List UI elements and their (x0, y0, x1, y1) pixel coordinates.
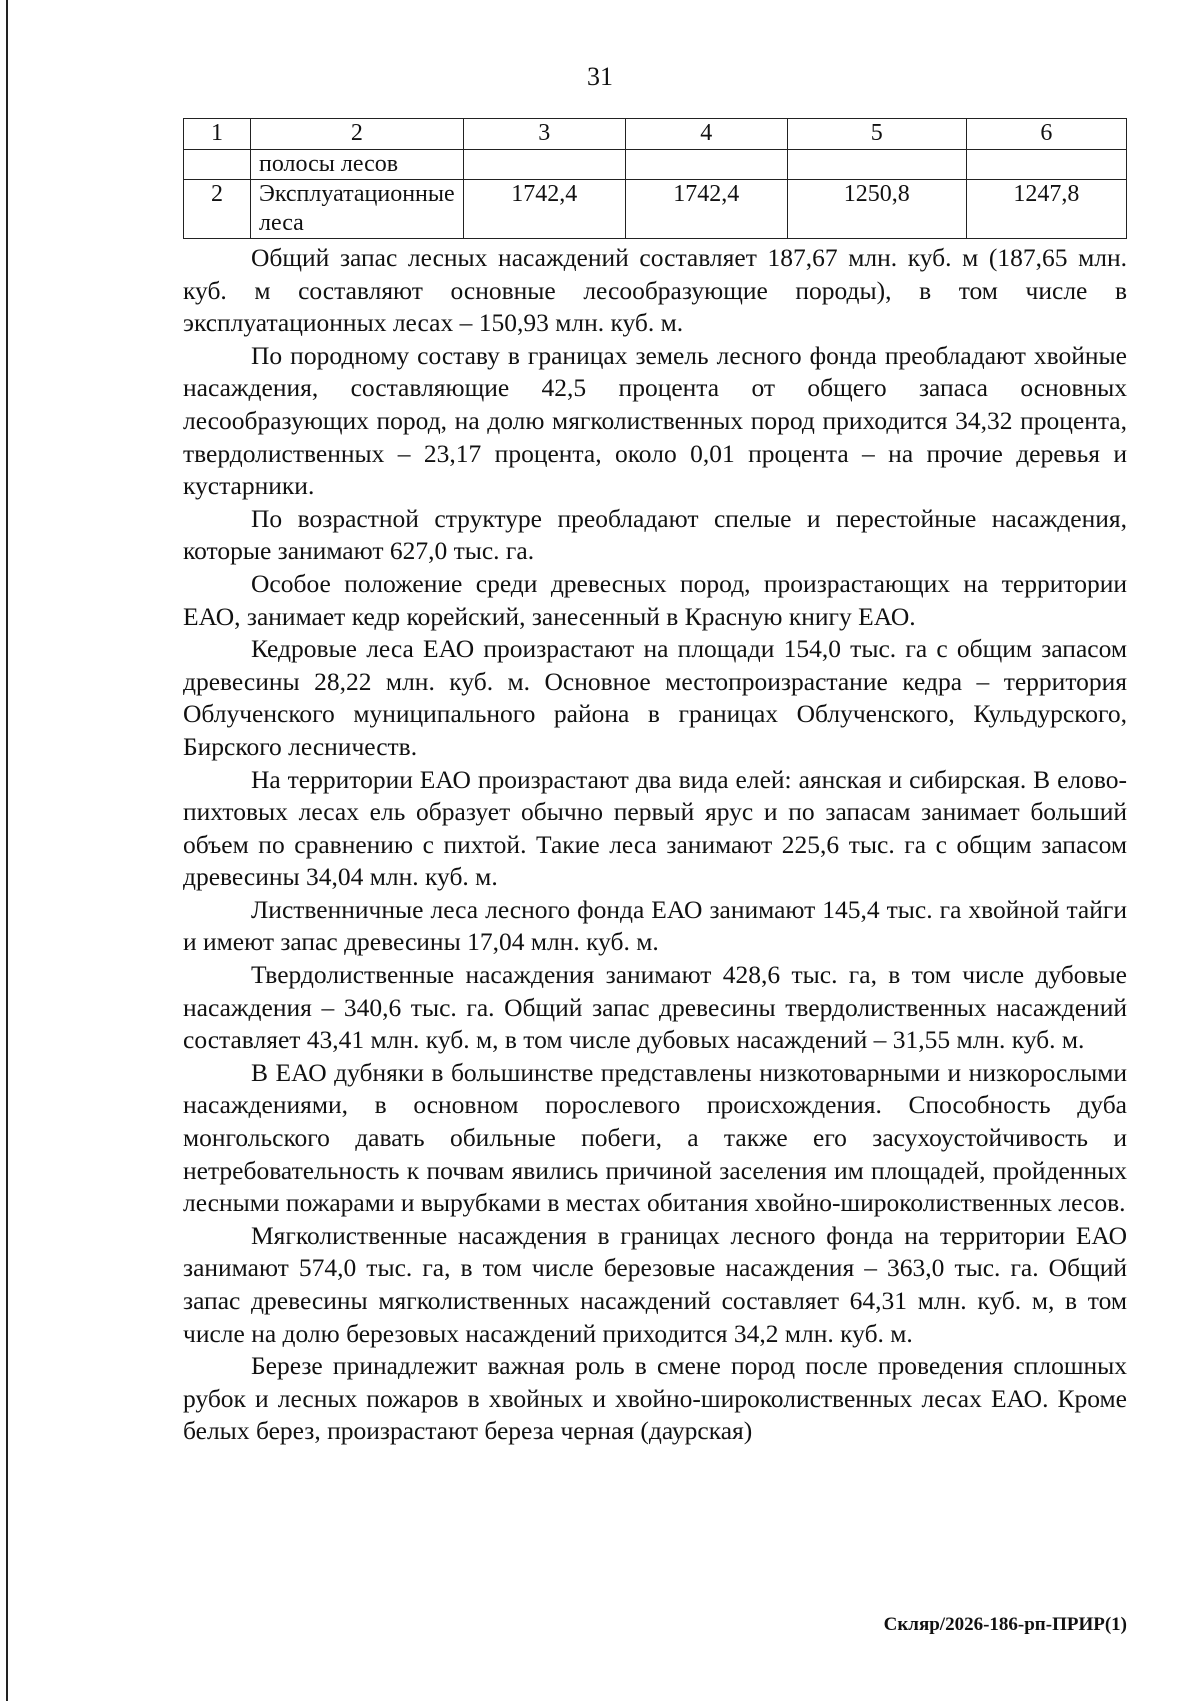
table-header-cell: 4 (625, 119, 787, 150)
table-header-cell: 6 (966, 119, 1126, 150)
table-cell (184, 150, 251, 180)
table-cell: 2 (184, 180, 251, 239)
table-cell (625, 150, 787, 180)
paragraph: По породному составу в границах земель лесного фонда преобладают хвойные насаждения, составляющие 42,5 процента от общего запаса основных лесообразующих пород, на долю мягколиственных пород приходится 34,32 процента, твердолиственных – 23,17 процента, около 0,01 процента – на прочие деревья и кустарники. (183, 340, 1127, 501)
table-header-cell: 5 (787, 119, 966, 150)
paragraph: По возрастной структуре преобладают спелые и перестойные насаждения, которые занимают 627,0 тыс. га. (183, 503, 1127, 566)
table-row (184, 150, 1127, 180)
paragraph: Кедровые леса ЕАО произрастают на площади 154,0 тыс. га с общим запасом древесины 28,22 млн. куб. м. Основное местопроизрастание кедра – территория Облученского муниципального района в границах Облученского, Кульдурского, Бирского лесничеств. (183, 634, 1127, 761)
body-text (183, 242, 1127, 1448)
forest-stock-table (183, 118, 1127, 239)
table-cell: полосы лесов (251, 150, 464, 180)
table-cell (787, 150, 966, 180)
table-cell: Эксплуатационные леса (251, 180, 464, 239)
table-header-cell: 2 (251, 119, 464, 150)
paragraph: В ЕАО дубняки в большинстве представлены низкотоварными и низкорослыми насаждениями, в основном порослевого происхождения. Способность дуба монгольского давать обильные побеги, а также его засухоустойчивость и нетребовательность к почвам явились причиной заселения им площадей, пройденных лесными пожарами и вырубками в местах обитания хвойно-широколиственных лесов. (183, 1057, 1127, 1218)
table-cell (463, 150, 625, 180)
table-cell: 1742,4 (625, 180, 787, 239)
table-header-cell: 1 (184, 119, 251, 150)
table-row (184, 180, 1127, 239)
paragraph: Особое положение среди древесных пород, произрастающих на территории ЕАО, занимает кедр корейский, занесенный в Красную книгу ЕАО. (183, 568, 1127, 631)
page-number: 31 (587, 62, 613, 91)
table-cell (966, 150, 1126, 180)
scan-edge-line (6, 0, 8, 1701)
paragraph: Лиственничные леса лесного фонда ЕАО занимают 145,4 тыс. га хвойной тайги и имеют запас древесины 17,04 млн. куб. м. (183, 894, 1127, 957)
document-code-footer: Скляр/2026-186-рп-ПРИР(1) (883, 1614, 1127, 1635)
table-header-row (184, 119, 1127, 150)
table-cell: 1247,8 (966, 180, 1126, 239)
paragraph: Общий запас лесных насаждений составляет 187,67 млн. куб. м (187,65 млн. куб. м составляют основные лесообразующие породы), в том числе в эксплуатационных лесах – 150,93 млн. куб. м. (183, 243, 1127, 338)
table-cell: 1250,8 (787, 180, 966, 239)
table-header-cell: 3 (463, 119, 625, 150)
table-cell: 1742,4 (463, 180, 625, 239)
paragraph: Твердолиственные насаждения занимают 428,6 тыс. га, в том числе дубовые насаждения – 340,6 тыс. га. Общий запас древесины твердолиственных насаждений составляет 43,41 млн. куб. м, в том числе дубовых насаждений – 31,55 млн. куб. м. (183, 960, 1127, 1055)
paragraph: Березе принадлежит важная роль в смене пород после проведения сплошных рубок и лесных пожаров в хвойных и хвойно-широколиственных лесах ЕАО. Кроме белых берез, произрастают береза черная (даурская) (183, 1351, 1127, 1446)
paragraph: На территории ЕАО произрастают два вида елей: аянская и сибирская. В елово-пихтовых лесах ель образует обычно первый ярус и по запасам занимает больший объем по сравнению с пихтой. Такие леса занимают 225,6 тыс. га с общим запасом древесины 34,04 млн. куб. м. (183, 764, 1127, 892)
paragraph: Мягколиственные насаждения в границах лесного фонда на территории ЕАО занимают 574,0 тыс. га, в том числе березовые насаждения – 363,0 тыс. га. Общий запас древесины мягколиственных насаждений составляет 64,31 млн. куб. м, в том числе на долю березовых насаждений приходится 34,2 млн. куб. м. (183, 1220, 1127, 1348)
